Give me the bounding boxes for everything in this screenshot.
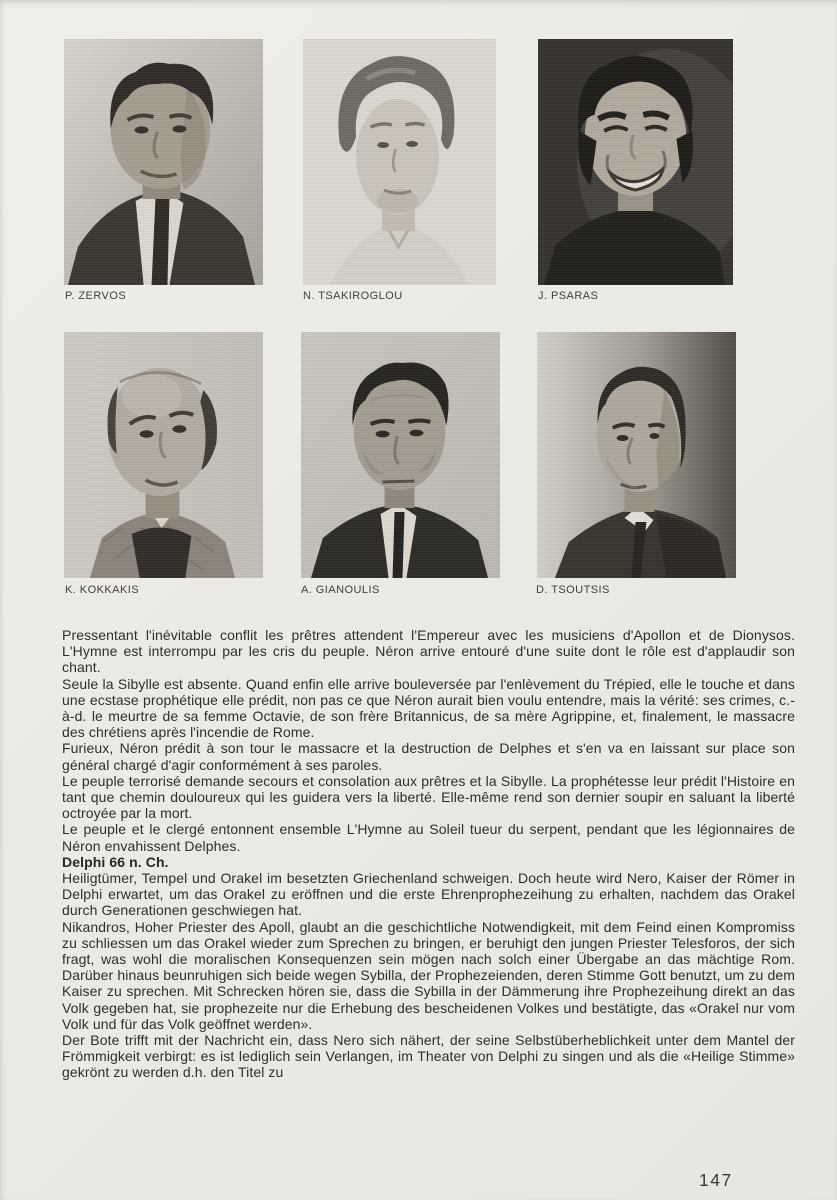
portrait-caption-tsakiroglou: N. TSAKIROGLOU [303,290,403,302]
french-paragraph-3: Furieux, Néron prédit à son tour le massacre et la destruction de Delphes et s'en va en laissant sur place son général chargé d'agir conformément à ses paroles. [62,740,795,773]
german-paragraph-2: Nikandros, Hoher Priester des Apoll, glaubt an die geschichtliche Notwendigkeit, mit dem Feind einen Kompromiss zu schliessen um das Orakel wieder zum Sprechen zu bringen, er beruhigt den jungen Priester Telesforos, der sich fragt, was wohl die moralischen Konsequenzen sein mögen nach solch einer Übergabe an das mächtige Rom. Darüber hinaus beunruhigen sich beide wegen Sybilla, der Prophezeienden, deren Stimme Gott benutzt, um zu dem Kaiser zu sprechen. Mit Schrecken hören sie, dass die Sybilla in der Dämmerung ihre Prophezeihung direkt an das Volk gegeben hat, sie prophezeite nur die Erhebung des bescheidenen Volkes und bestätigte, das «Orakel nur vom Volk und für das Volk geöffnet werden». [62,918,795,1032]
french-paragraph-5: Le peuple et le clergé entonnent ensemble L'Hymne au Soleil tueur du serpent, pendant que les légionnaires de Néron envahissent Delphes. [62,821,795,854]
portrait-caption-kokkakis: K. KOKKAKIS [65,584,140,596]
german-paragraph-3: Der Bote trifft mit der Nachricht ein, dass Nero sich nähert, der seine Selbstüberheblichkeit unter dem Mantel der Frömmigkeit verbirgt: es ist lediglich sein Verlangen, im Theater von Delphi zu singen und als die «Heilige Stimme» gekrönt zu werden d.h. den Titel zu [62,1032,795,1081]
synopsis-text-block [62,627,795,1081]
page-number: 147 [699,1170,733,1190]
portrait-caption-gianoulis: A. GIANOULIS [301,584,380,596]
french-paragraph-1: Pressentant l'inévitable conflit les prêtres attendent l'Empereur avec les musiciens d'Apollon et de Dionysos. L'Hymne est interrompu par les cris du peuple. Néron arrive entouré d'une suite dont le rôle est d'applaudir son chant. [62,627,795,676]
portrait-caption-psaras: J. PSARAS [538,290,599,302]
portrait-photo-tsakiroglou [303,39,496,285]
portrait-caption-tsoutsis: D. TSOUTSIS [536,584,610,596]
german-paragraph-1: Heiligtümer, Tempel und Orakel im besetzten Griechenland schweigen. Doch heute wird Nero, Kaiser der Römer in Delphi erwartet, um das Orakel zu eröffnen und die erste Ehrenprophezeihung zu erhalten, nachdem das Orakel durch Generationen geschwiegen hat. [62,870,795,919]
portrait-caption-zervos: P. ZERVOS [65,290,127,302]
portrait-photo-zervos [64,39,263,285]
french-paragraph-4: Le peuple terrorisé demande secours et consolation aux prêtres et la Sibylle. La prophétesse leur prédit l'Histoire en tant que chemin douloureux qui les guidera vers la liberté. Elle-même rend son dernier soupir en saluant la liberté octroyée par la mort. [62,772,795,822]
portrait-photo-kokkakis [64,332,263,578]
french-paragraph-2: Seule la Sibylle est absente. Quand enfin elle arrive bouleversée par l'enlèvement du Trépied, elle le touche et dans une ecstase prophétique elle prédit, non pas ce que Néron aurait bien voulu entendre, mais la vérité: ses crimes, c.-à-d. le meurtre de sa femme Octavie, de son frère Britannicus, de sa mère Agrippine, et, finalement, le massacre des chrétiens après l'incendie de Rome. [62,675,795,741]
german-section-heading: Delphi 66 n. Ch. [62,853,169,870]
portrait-photo-psaras [538,39,733,285]
portrait-photo-tsoutsis [537,332,736,578]
portrait-photo-gianoulis [301,332,500,578]
